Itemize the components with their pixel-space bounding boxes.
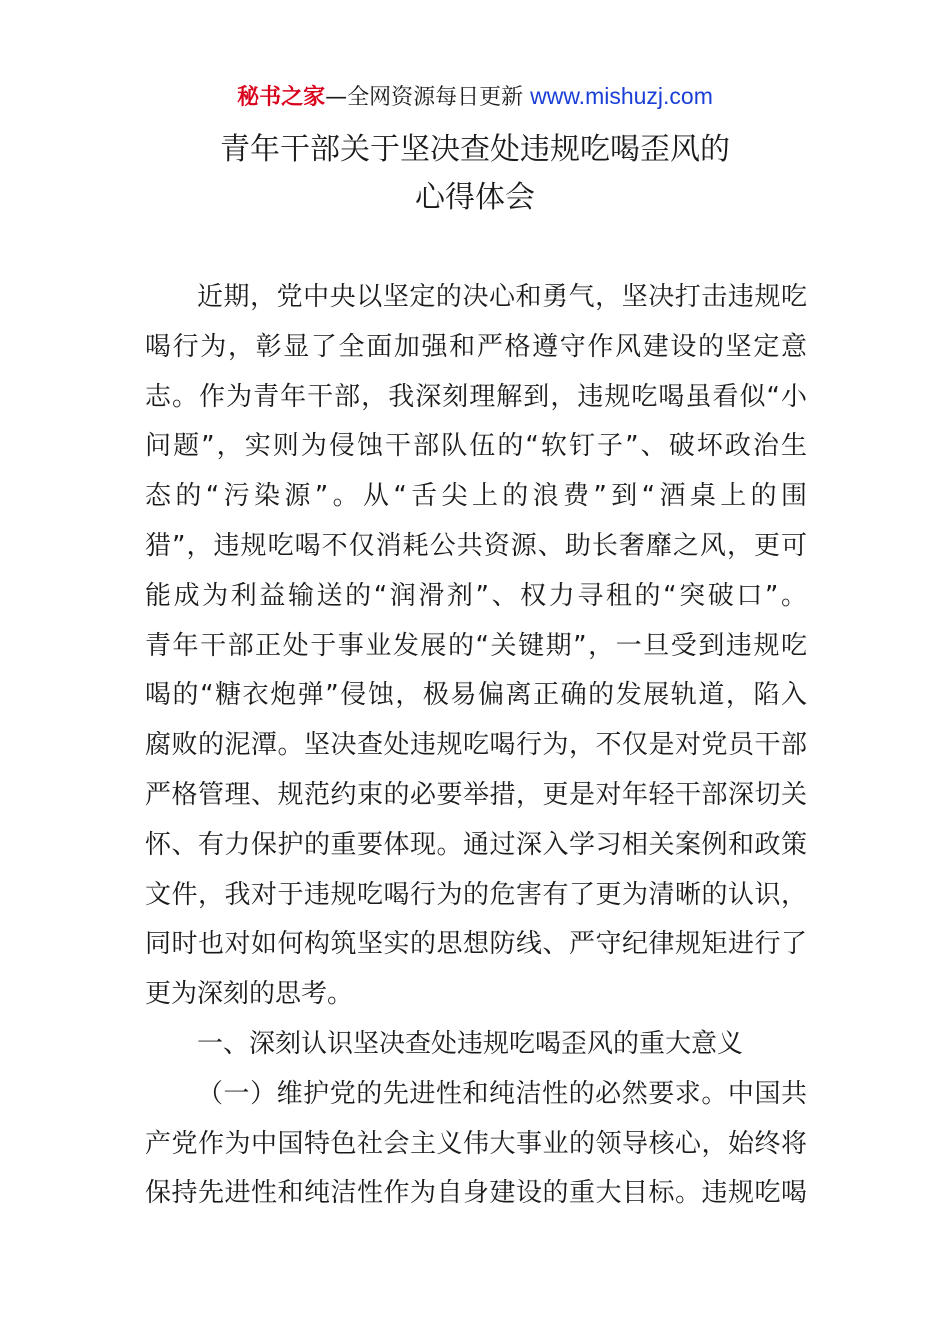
body-line: 更为深刻的思考。	[145, 979, 354, 1010]
document-title-line-2: 心得体会	[415, 180, 535, 215]
document-title	[0, 126, 950, 222]
body-line: 腐败的泥潭。坚决查处违规吃喝行为，不仅是对党员干部	[145, 730, 807, 761]
section-heading: 一、深刻认识坚决查处违规吃喝歪风的重大意义	[197, 1028, 744, 1059]
body-line: 青年干部正处于事业发展的“关键期”，一旦受到违规吃	[145, 630, 807, 661]
site-header-banner	[0, 80, 950, 114]
body-line: 喝的“糖衣炮弹”侵蚀，极易偏离正确的发展轨道，陷入	[145, 680, 807, 711]
body-line: 志。作为青年干部，我深刻理解到，违规吃喝虽看似“小	[145, 381, 807, 412]
site-brand-name: 秘书之家	[237, 85, 326, 110]
body-line: 严格管理、规范约束的必要举措，更是对年轻干部深切关	[145, 779, 807, 810]
body-line: 产党作为中国特色社会主义伟大事业的领导核心，始终将	[145, 1128, 807, 1159]
body-line: 猎”，违规吃喝不仅消耗公共资源、助长奢靡之风，更可	[145, 530, 807, 561]
body-line: 怀、有力保护的重要体现。通过深入学习相关案例和政策	[145, 829, 807, 860]
body-line: 问题”，实则为侵蚀干部队伍的“软钉子”、破坏政治生	[145, 431, 807, 462]
document-body	[145, 273, 807, 1219]
body-line: 近期，党中央以坚定的决心和勇气，坚决打击违规吃	[197, 282, 807, 312]
document-title-line-1: 青年干部关于坚决查处违规吃喝歪风的	[220, 132, 730, 167]
body-line: 保持先进性和纯洁性作为自身建设的重大目标。违规吃喝	[145, 1178, 807, 1209]
body-line: 态的“污染源”。从“舌尖上的浪费”到“酒桌上的围	[145, 481, 807, 512]
site-url-link[interactable]: www.mishuzj.com	[530, 83, 713, 109]
body-line: 文件，我对于违规吃喝行为的危害有了更为清晰的认识，	[145, 879, 807, 910]
body-line: 能成为利益输送的“润滑剂”、权力寻租的“突破口”。	[145, 580, 807, 611]
body-line: 同时也对如何构筑坚实的思想防线、严守纪律规矩进行了	[145, 929, 807, 960]
site-tagline: —全网资源每日更新	[325, 85, 524, 110]
body-line: （一）维护党的先进性和纯洁性的必然要求。中国共	[197, 1078, 807, 1109]
body-line: 喝行为，彰显了全面加强和严格遵守作风建设的坚定意	[145, 331, 807, 362]
